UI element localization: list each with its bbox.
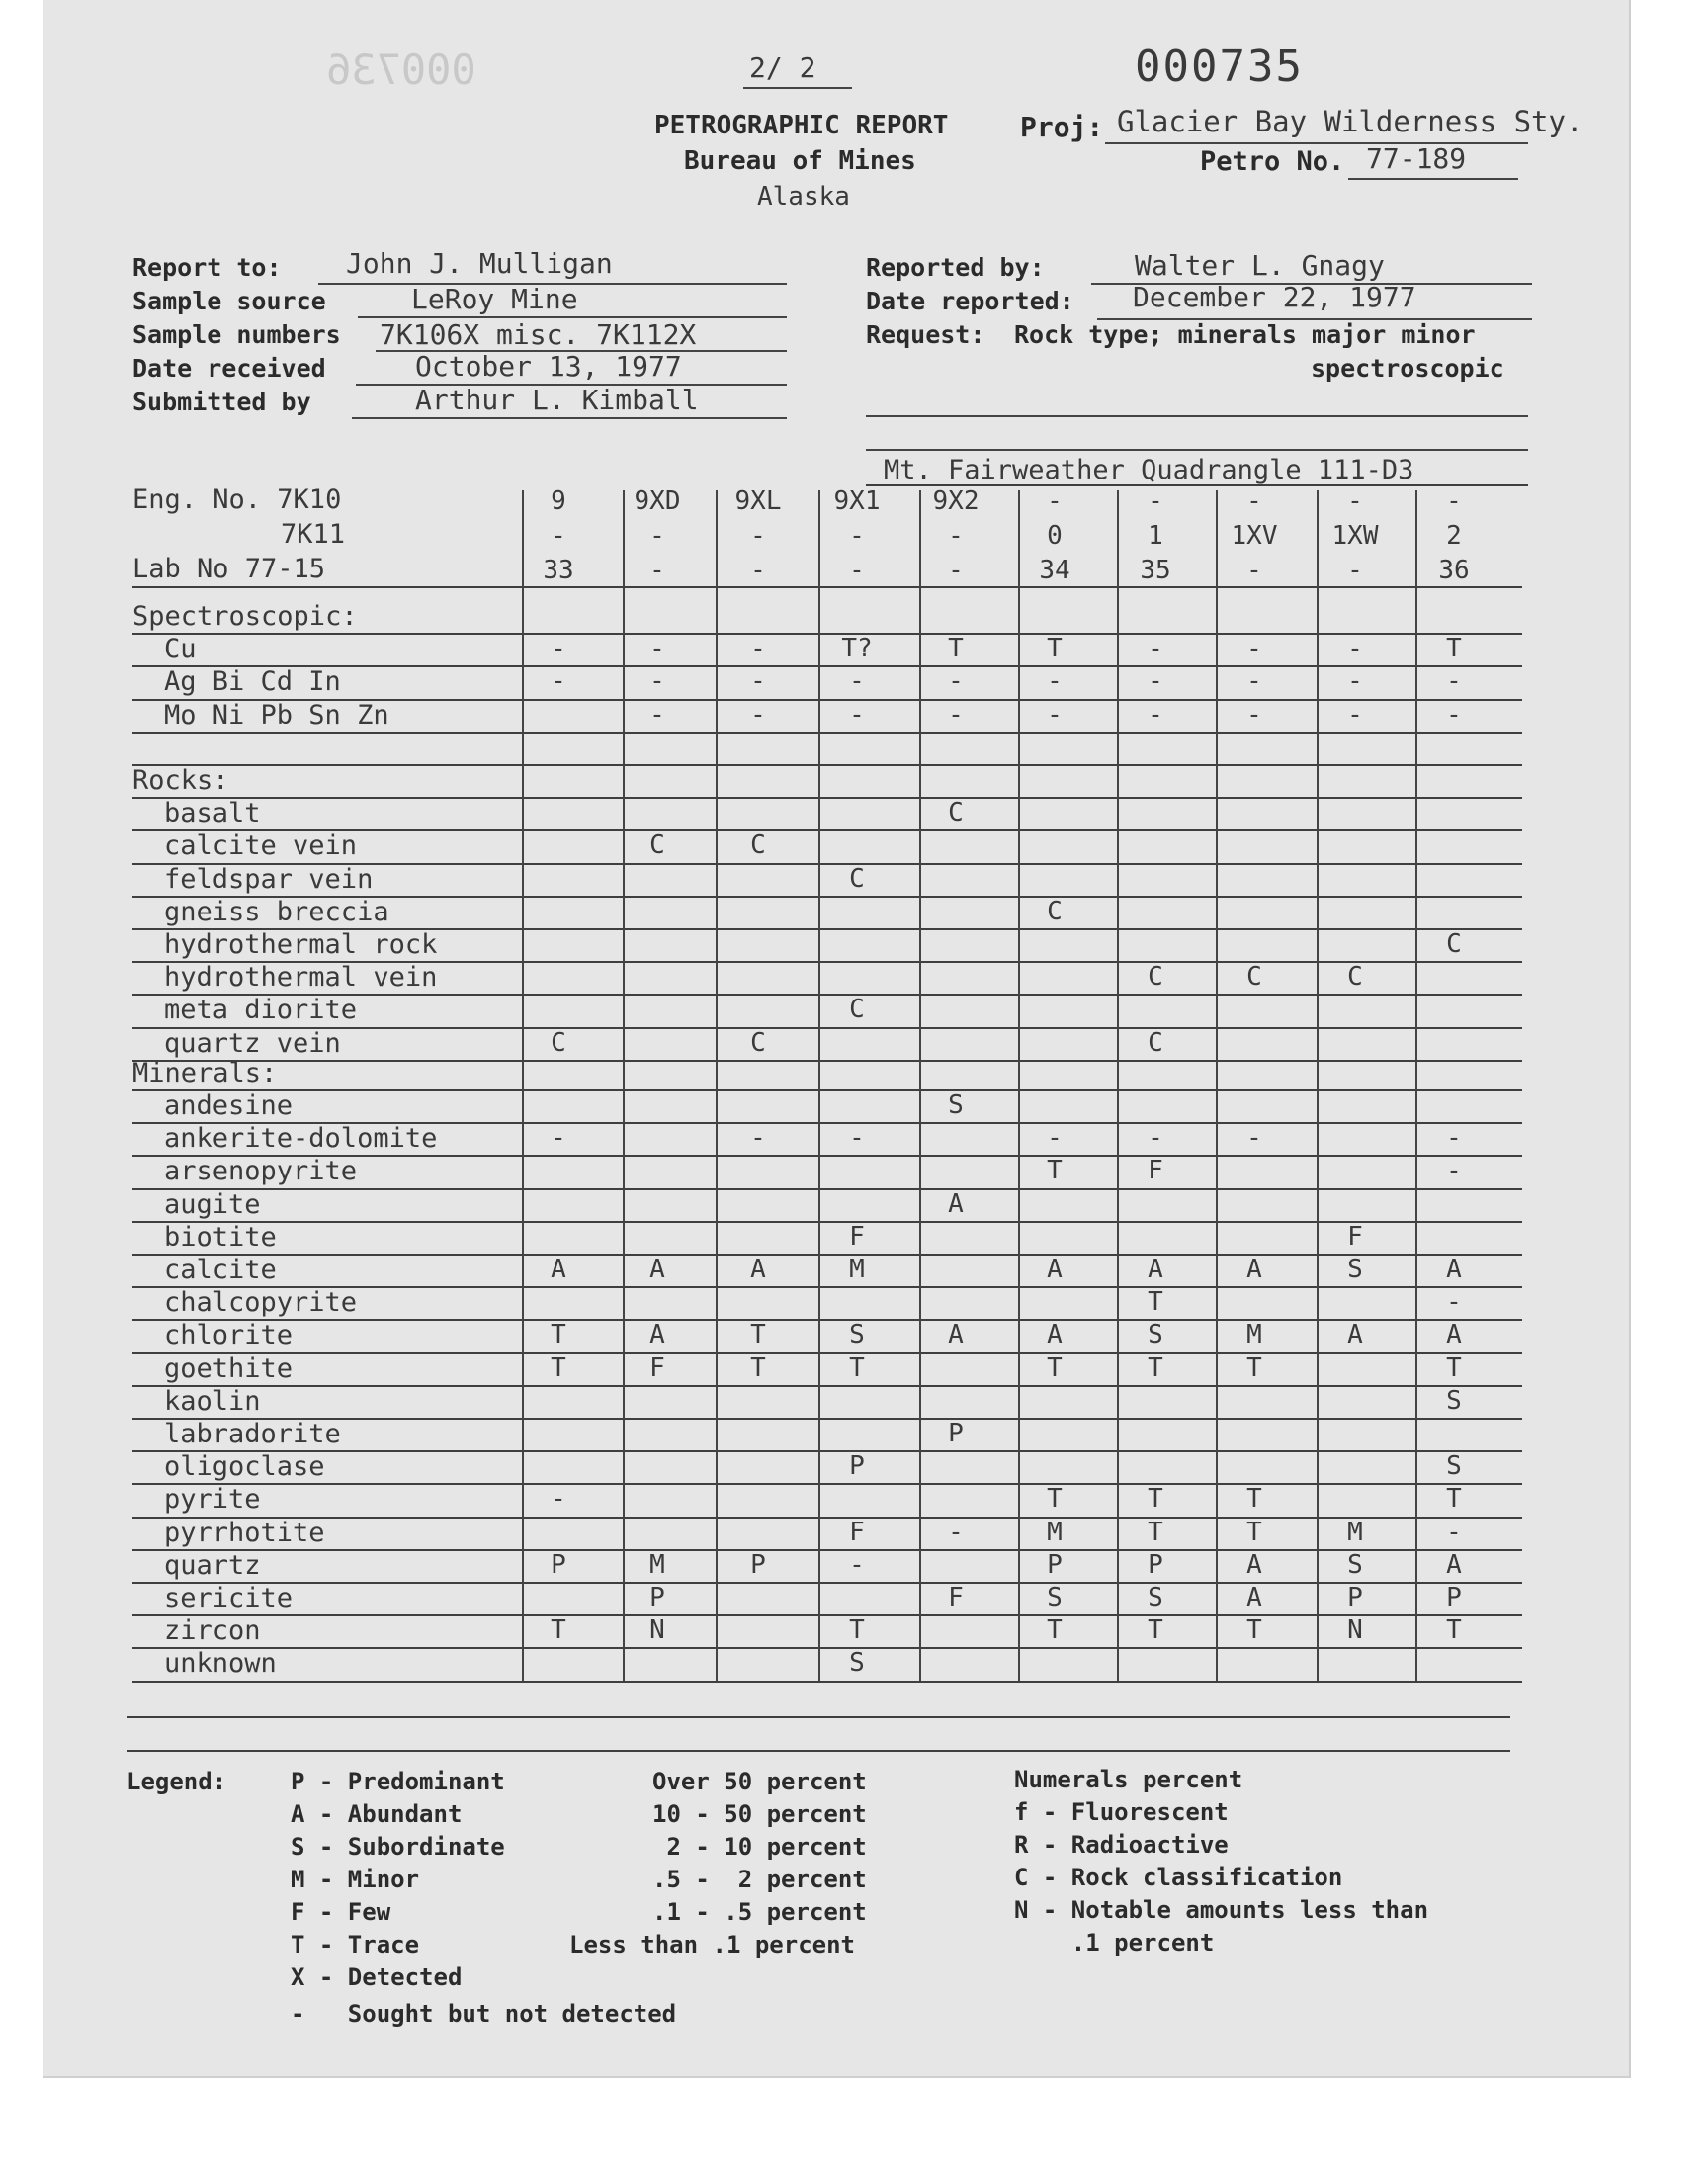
table-row-rule — [132, 1089, 1522, 1091]
table-column-rule — [1317, 490, 1319, 1681]
table-column-rule — [919, 490, 921, 1681]
table-header-cell: - — [1347, 486, 1363, 516]
table-cell: - — [1446, 699, 1462, 730]
table-cell: A — [649, 1255, 665, 1284]
table-cell: C — [849, 995, 865, 1025]
table-cell: C — [1446, 929, 1462, 959]
table-cell: - — [1347, 699, 1363, 730]
table-cell: F — [849, 1517, 865, 1547]
request-value-line2: spectroscopic — [1311, 354, 1504, 383]
legend-note-item: .1 percent — [1014, 1929, 1215, 1957]
table-cell: T — [750, 1352, 766, 1383]
table-header-cell: 1 — [1148, 521, 1163, 551]
table-header-label: Eng. No. 7K10 — [132, 484, 342, 515]
table-cell: N — [1347, 1615, 1363, 1646]
table-cell: A — [1446, 1549, 1462, 1580]
table-header-cell: 9XL — [734, 486, 782, 516]
reported-by-label: Reported by: — [866, 253, 1045, 282]
table-cell: T — [1246, 1484, 1262, 1515]
table-header-label: 7K11 — [281, 519, 346, 550]
table-row-label: meta diorite — [164, 995, 358, 1026]
table-cell: - — [849, 666, 865, 697]
table-cell: M — [1347, 1517, 1363, 1547]
table-row-label: calcite vein — [164, 830, 358, 862]
table-bottom-rule — [127, 1750, 1510, 1752]
table-header-cell: 1XW — [1331, 521, 1379, 551]
table-cell: M — [1246, 1320, 1262, 1350]
table-cell: - — [750, 1123, 766, 1154]
table-row-label: Rocks: — [132, 765, 229, 796]
table-column-rule — [1415, 490, 1417, 1681]
table-cell: - — [1446, 1123, 1462, 1154]
table-row-rule — [132, 764, 1522, 766]
table-cell: C — [551, 1027, 566, 1058]
table-column-rule — [623, 490, 625, 1681]
table-cell: N — [649, 1615, 665, 1646]
table-cell: P — [649, 1583, 665, 1612]
table-cell: - — [948, 666, 964, 697]
table-bottom-rule — [127, 1716, 1510, 1718]
table-cell: A — [1347, 1320, 1363, 1350]
petro-value: 77-189 — [1366, 142, 1467, 175]
legend-note-item: f - Fluorescent — [1014, 1798, 1229, 1826]
table-cell: A — [551, 1255, 566, 1284]
table-cell: P — [849, 1451, 865, 1482]
table-cell: - — [649, 634, 665, 664]
table-header-cell: 1XV — [1231, 521, 1278, 551]
table-column-rule — [1117, 490, 1119, 1681]
table-cell: - — [649, 699, 665, 730]
table-cell: T — [1148, 1352, 1163, 1383]
table-header-cell: 33 — [543, 556, 574, 585]
page-indicator-underline — [743, 87, 852, 89]
table-cell: S — [1446, 1451, 1462, 1482]
table-cell: S — [1148, 1320, 1163, 1350]
legend-percent-item: .1 - .5 percent — [652, 1898, 867, 1926]
report-title: PETROGRAPHIC REPORT — [654, 111, 949, 140]
table-header-cell: - — [1047, 486, 1063, 516]
table-cell: S — [1047, 1583, 1063, 1612]
table-row-label: calcite — [164, 1255, 277, 1285]
table-cell: F — [1347, 1221, 1363, 1252]
table-column-rule — [716, 490, 718, 1681]
table-cell: M — [649, 1549, 665, 1580]
table-column-rule — [1216, 490, 1218, 1681]
legend-note-item: R - Radioactive — [1014, 1831, 1229, 1859]
table-row-label: Mo Ni Pb Sn Zn — [164, 699, 389, 731]
table-cell: T — [1047, 1615, 1063, 1646]
table-cell: A — [1446, 1255, 1462, 1284]
table-cell: T — [1446, 1484, 1462, 1515]
table-row-rule — [132, 1385, 1522, 1387]
table-row-label: Minerals: — [132, 1057, 278, 1088]
table-row-rule — [132, 1188, 1522, 1190]
table-row-label: kaolin — [164, 1385, 261, 1417]
table-cell: C — [750, 1027, 766, 1058]
table-header-cell: 2 — [1446, 521, 1462, 551]
table-cell: T — [1148, 1615, 1163, 1646]
table-cell: A — [1446, 1320, 1462, 1350]
table-cell: - — [551, 1484, 566, 1515]
table-cell: C — [948, 798, 964, 828]
table-cell: A — [1047, 1255, 1063, 1284]
table-row-label: chalcopyrite — [164, 1287, 358, 1319]
table-cell: - — [1446, 1287, 1462, 1318]
table-cell: A — [1246, 1255, 1262, 1284]
table-cell: T — [1047, 634, 1063, 664]
legend-code-item: S - Subordinate — [291, 1833, 505, 1861]
table-header-cell: - — [1246, 556, 1262, 585]
table-row-label: unknown — [164, 1648, 277, 1680]
reported-by-value: Walter L. Gnagy — [1135, 249, 1385, 282]
table-cell: T — [948, 634, 964, 664]
table-cell: A — [1148, 1255, 1163, 1284]
table-cell: - — [1148, 699, 1163, 730]
table-cell: T? — [841, 634, 873, 664]
table-row-label: Cu — [164, 634, 197, 665]
table-cell: - — [750, 699, 766, 730]
legend-code-item: - Sought but not detected — [291, 2000, 677, 2028]
legend-percent-item: 2 - 10 percent — [652, 1833, 867, 1861]
table-cell: A — [750, 1255, 766, 1284]
table-cell: - — [750, 634, 766, 664]
legend-code-item: F - Few — [291, 1898, 391, 1926]
table-header-cell: - — [948, 521, 964, 551]
date-received-label: Date received — [132, 354, 326, 383]
table-cell: - — [1246, 1123, 1262, 1154]
legend-percent-item: 10 - 50 percent — [652, 1800, 867, 1828]
table-header-cell: 9X1 — [833, 486, 881, 516]
table-cell: - — [1047, 699, 1063, 730]
table-cell: A — [948, 1188, 964, 1219]
table-cell: C — [649, 830, 665, 861]
table-row-rule — [132, 1027, 1522, 1029]
table-cell: T — [1446, 1352, 1462, 1383]
table-row-rule — [132, 1681, 1522, 1683]
legend-code-item: M - Minor — [291, 1866, 420, 1893]
table-cell: A — [1246, 1549, 1262, 1580]
petro-label: Petro No. — [1200, 146, 1345, 177]
table-row-label: zircon — [164, 1615, 261, 1647]
document-number: 000735 — [1135, 42, 1304, 92]
table-cell: - — [1148, 634, 1163, 664]
table-header-cell: - — [649, 556, 665, 585]
table-cell: P — [551, 1549, 566, 1580]
table-cell: - — [1347, 666, 1363, 697]
table-header-cell: 34 — [1039, 556, 1070, 585]
request-label: Request: — [866, 320, 985, 349]
table-cell: S — [1446, 1385, 1462, 1416]
table-cell: P — [1047, 1549, 1063, 1580]
table-row-label: ankerite-dolomite — [164, 1123, 438, 1155]
mirror-stamp-number: 000736 — [326, 45, 476, 94]
page-indicator: 2/ 2 — [749, 51, 816, 84]
table-cell: C — [1347, 962, 1363, 993]
table-cell: F — [948, 1583, 964, 1612]
table-column-rule — [1018, 490, 1020, 1681]
proj-value: Glacier Bay Wilderness Sty. — [1117, 105, 1583, 138]
table-cell: - — [1148, 1123, 1163, 1154]
table-row-label: labradorite — [164, 1419, 341, 1449]
legend-code-item: P - Predominant — [291, 1768, 505, 1795]
legend-percent-item: .5 - 2 percent — [652, 1866, 867, 1893]
table-cell: T — [1047, 1156, 1063, 1186]
table-row-label: oligoclase — [164, 1451, 325, 1483]
legend-note-item: Numerals percent — [1014, 1766, 1243, 1793]
sample-numbers-label: Sample numbers — [132, 320, 341, 349]
legend-code-item: X - Detected — [291, 1963, 463, 1991]
table-cell: T — [1047, 1352, 1063, 1383]
table-cell: T — [1148, 1484, 1163, 1515]
petro-underline — [1348, 178, 1518, 180]
date-received-value: October 13, 1977 — [415, 350, 682, 383]
table-cell: - — [551, 634, 566, 664]
table-cell: T — [1246, 1517, 1262, 1547]
table-cell: - — [1047, 1123, 1063, 1154]
table-cell: P — [1148, 1549, 1163, 1580]
table-cell: - — [649, 666, 665, 697]
table-row-label: quartz vein — [164, 1027, 341, 1059]
table-cell: T — [551, 1320, 566, 1350]
table-header-cell: - — [1246, 486, 1262, 516]
table-header-cell: - — [1347, 556, 1363, 585]
report-to-value: John J. Mulligan — [346, 247, 613, 280]
table-row-label: arsenopyrite — [164, 1156, 358, 1187]
table-row-label: hydrothermal vein — [164, 962, 438, 994]
table-cell: P — [1347, 1583, 1363, 1612]
table-cell: C — [1246, 962, 1262, 993]
table-column-rule — [522, 490, 524, 1681]
table-cell: M — [1047, 1517, 1063, 1547]
table-cell: C — [849, 863, 865, 894]
table-header-cell: - — [948, 556, 964, 585]
legend-percent-item: Less than .1 percent — [569, 1931, 855, 1958]
proj-label: Proj: — [1020, 111, 1104, 143]
table-cell: - — [948, 1517, 964, 1547]
table-cell: T — [551, 1615, 566, 1646]
table-cell: - — [1246, 699, 1262, 730]
table-cell: S — [1148, 1583, 1163, 1612]
table-cell: - — [1446, 1156, 1462, 1186]
table-header-cell: - — [551, 521, 566, 551]
table-cell: M — [849, 1255, 865, 1284]
table-row-label: sericite — [164, 1583, 294, 1613]
date-reported-label: Date reported: — [866, 287, 1074, 315]
table-cell: C — [1047, 896, 1063, 926]
table-header-cell: - — [750, 556, 766, 585]
table-row-label: pyrrhotite — [164, 1517, 325, 1548]
table-cell: T — [1246, 1615, 1262, 1646]
table-cell: - — [1446, 666, 1462, 697]
table-cell: C — [750, 830, 766, 861]
table-cell: A — [649, 1320, 665, 1350]
quadrangle-label: Mt. Fairweather Quadrangle 111-D3 — [884, 455, 1414, 485]
table-cell: P — [948, 1419, 964, 1448]
legend-percent-item: Over 50 percent — [652, 1768, 867, 1795]
sample-source-value: LeRoy Mine — [411, 283, 578, 315]
table-row-rule — [132, 1418, 1522, 1420]
table-header-cell: 36 — [1438, 556, 1470, 585]
table-cell: T — [750, 1320, 766, 1350]
table-row-label: basalt — [164, 798, 261, 829]
table-row-label: feldspar vein — [164, 863, 374, 895]
table-row-label: biotite — [164, 1221, 277, 1253]
date-reported-value: December 22, 1977 — [1133, 281, 1416, 313]
request-underline-1 — [866, 415, 1528, 417]
table-cell: S — [849, 1320, 865, 1350]
request-value-line1: Rock type; minerals major minor — [1014, 320, 1476, 349]
table-column-rule — [818, 490, 820, 1681]
table-cell: T — [1148, 1287, 1163, 1318]
table-cell: - — [551, 666, 566, 697]
table-cell: T — [849, 1352, 865, 1383]
table-cell: - — [1446, 1517, 1462, 1547]
submitted-by-underline — [352, 417, 787, 419]
table-row-rule — [132, 1483, 1522, 1485]
table-row-label: chlorite — [164, 1320, 294, 1351]
table-cell: T — [1148, 1517, 1163, 1547]
table-cell: F — [649, 1352, 665, 1383]
report-to-label: Report to: — [132, 253, 282, 282]
table-cell: P — [750, 1549, 766, 1580]
table-row-label: hydrothermal rock — [164, 929, 438, 960]
table-cell: S — [1347, 1255, 1363, 1284]
table-cell: S — [1347, 1549, 1363, 1580]
legend-title: Legend: — [127, 1768, 227, 1795]
table-row-label: augite — [164, 1188, 261, 1220]
legend-code-item: A - Abundant — [291, 1800, 463, 1828]
table-cell: A — [1246, 1583, 1262, 1612]
table-row-label: gneiss breccia — [164, 896, 389, 927]
table-cell: T — [1446, 1615, 1462, 1646]
table-header-cell: - — [750, 521, 766, 551]
table-header-cell: - — [1148, 486, 1163, 516]
submitted-by-value: Arthur L. Kimball — [415, 384, 699, 416]
table-cell: - — [551, 1123, 566, 1154]
table-header-cell: 35 — [1140, 556, 1171, 585]
table-header-cell: - — [649, 521, 665, 551]
table-row-rule — [132, 732, 1522, 734]
table-cell: - — [849, 1123, 865, 1154]
table-cell: A — [1047, 1320, 1063, 1350]
table-row-label: quartz — [164, 1549, 261, 1581]
table-cell: - — [750, 666, 766, 697]
state-name: Alaska — [757, 182, 850, 212]
table-header-cell: - — [1446, 486, 1462, 516]
table-header-label: Lab No 77-15 — [132, 554, 326, 584]
table-cell: F — [1148, 1156, 1163, 1186]
table-cell: F — [849, 1221, 865, 1252]
table-cell: - — [1047, 666, 1063, 697]
table-header-cell: - — [849, 521, 865, 551]
table-row-label: andesine — [164, 1090, 294, 1121]
table-row-label: pyrite — [164, 1484, 261, 1516]
table-header-cell: 9X2 — [932, 486, 980, 516]
table-cell: C — [1148, 1027, 1163, 1058]
legend-code-item: T - Trace — [291, 1931, 420, 1958]
table-cell: A — [948, 1320, 964, 1350]
table-cell: - — [1246, 634, 1262, 664]
table-row-label: Ag Bi Cd In — [164, 666, 341, 698]
agency-name: Bureau of Mines — [684, 146, 916, 176]
table-cell: T — [551, 1352, 566, 1383]
table-cell: P — [1446, 1583, 1462, 1612]
table-cell: - — [849, 1549, 865, 1580]
sample-numbers-value: 7K106X misc. 7K112X — [380, 318, 697, 351]
table-cell: T — [1047, 1484, 1063, 1515]
table-row-label: Spectroscopic: — [132, 601, 358, 632]
legend-note-item: C - Rock classification — [1014, 1864, 1343, 1891]
table-row-rule — [132, 797, 1522, 799]
table-cell: - — [948, 699, 964, 730]
table-cell: S — [948, 1090, 964, 1120]
table-row-label: goethite — [164, 1352, 294, 1384]
table-cell: T — [1446, 634, 1462, 664]
table-cell: - — [1347, 634, 1363, 664]
table-cell: - — [1148, 666, 1163, 697]
table-header-cell: - — [849, 556, 865, 585]
table-cell: T — [849, 1615, 865, 1646]
table-cell: - — [849, 699, 865, 730]
table-header-divider — [132, 586, 1522, 588]
table-header-cell: 9 — [551, 486, 566, 516]
table-cell: T — [1246, 1352, 1262, 1383]
table-cell: C — [1148, 962, 1163, 993]
legend-note-item: N - Notable amounts less than — [1014, 1896, 1429, 1924]
table-cell: S — [849, 1648, 865, 1679]
submitted-by-label: Submitted by — [132, 388, 311, 416]
table-cell: - — [1246, 666, 1262, 697]
sample-source-label: Sample source — [132, 287, 326, 315]
table-header-cell: 0 — [1047, 521, 1063, 551]
table-row-rule — [132, 1060, 1522, 1062]
table-header-cell: 9XD — [634, 486, 681, 516]
request-underline-2 — [866, 449, 1528, 451]
